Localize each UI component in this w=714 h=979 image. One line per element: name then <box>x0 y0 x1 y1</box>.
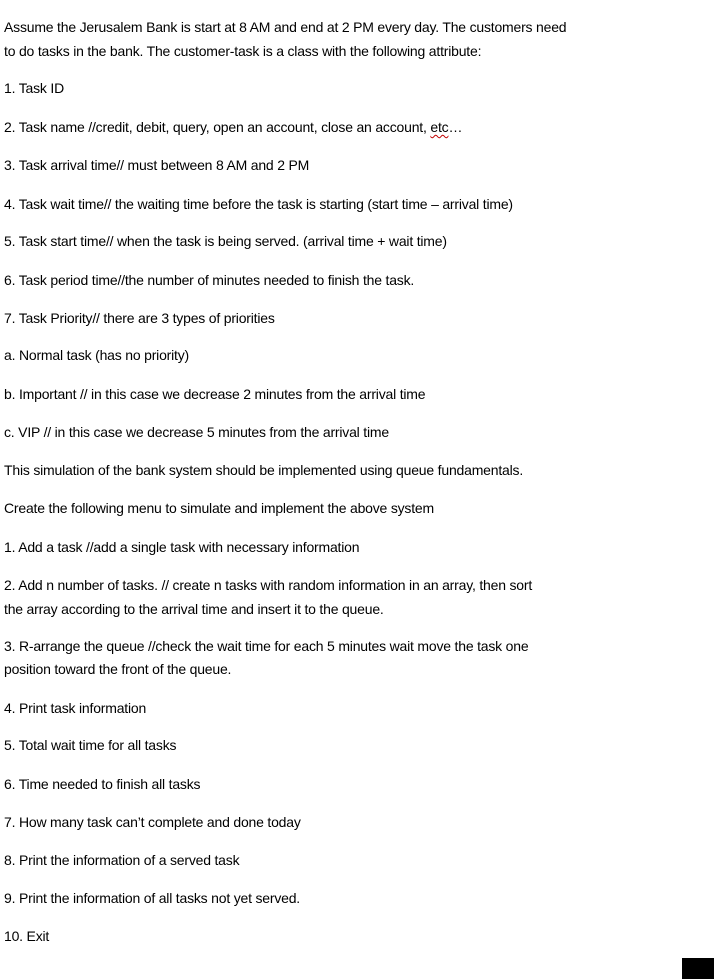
attribute-start-time: 5. Task start time// when the task is being served. (arrival time + wait time) <box>4 233 447 249</box>
menu-item-rearrange-line-1: 3. R-arrange the queue //check the wait time for each 5 minutes wait move the task one <box>4 638 529 654</box>
menu-item-rearrange-line-2: position toward the front of the queue. <box>4 661 232 677</box>
menu-item-time-needed: 6. Time needed to finish all tasks <box>4 776 201 792</box>
spellcheck-underlined-word: etc <box>430 119 449 135</box>
priority-important: b. Important // in this case we decrease 2 minutes from the arrival time <box>4 386 426 402</box>
attribute-wait-time: 4. Task wait time// the waiting time before the task is starting (start time – arrival time) <box>4 196 513 212</box>
attribute-arrival-time: 3. Task arrival time// must between 8 AM and 2 PM <box>4 157 310 173</box>
menu-item-print-info: 4. Print task information <box>4 700 147 716</box>
menu-item-add-n-tasks-line-1: 2. Add n number of tasks. // create n tasks with random information in an array, then sort <box>4 577 533 593</box>
intro-line-1: Assume the Jerusalem Bank is start at 8 AM and end at 2 PM every day. The customers need <box>4 19 567 35</box>
menu-item-total-wait: 5. Total wait time for all tasks <box>4 737 177 753</box>
menu-item-add-task: 1. Add a task //add a single task with necessary information <box>4 539 360 555</box>
attribute-task-name <box>4 116 462 139</box>
queue-note: This simulation of the bank system should be implemented using queue fundamentals. <box>4 462 524 478</box>
intro-line-2: to do tasks in the bank. The customer-task is a class with the following attribute: <box>4 43 482 59</box>
attribute-task-name-ellipsis: … <box>448 119 463 135</box>
attribute-task-name-text: 2. Task name //credit, debit, query, open an account, close an account, <box>4 119 431 135</box>
corner-block <box>682 958 714 979</box>
attribute-priority: 7. Task Priority// there are 3 types of priorities <box>4 310 275 326</box>
menu-intro: Create the following menu to simulate and implement the above system <box>4 500 434 516</box>
attribute-task-id: 1. Task ID <box>4 80 64 96</box>
menu-item-incomplete-count: 7. How many task can’t complete and done today <box>4 814 301 830</box>
priority-normal: a. Normal task (has no priority) <box>4 347 189 363</box>
menu-item-unserved-tasks: 9. Print the information of all tasks not yet served. <box>4 890 300 906</box>
menu-item-served-task: 8. Print the information of a served task <box>4 852 240 868</box>
menu-item-exit: 10. Exit <box>4 928 50 944</box>
menu-item-add-n-tasks-line-2: the array according to the arrival time and insert it to the queue. <box>4 601 384 617</box>
attribute-period-time: 6. Task period time//the number of minutes needed to finish the task. <box>4 272 415 288</box>
priority-vip: c. VIP // in this case we decrease 5 minutes from the arrival time <box>4 424 389 440</box>
